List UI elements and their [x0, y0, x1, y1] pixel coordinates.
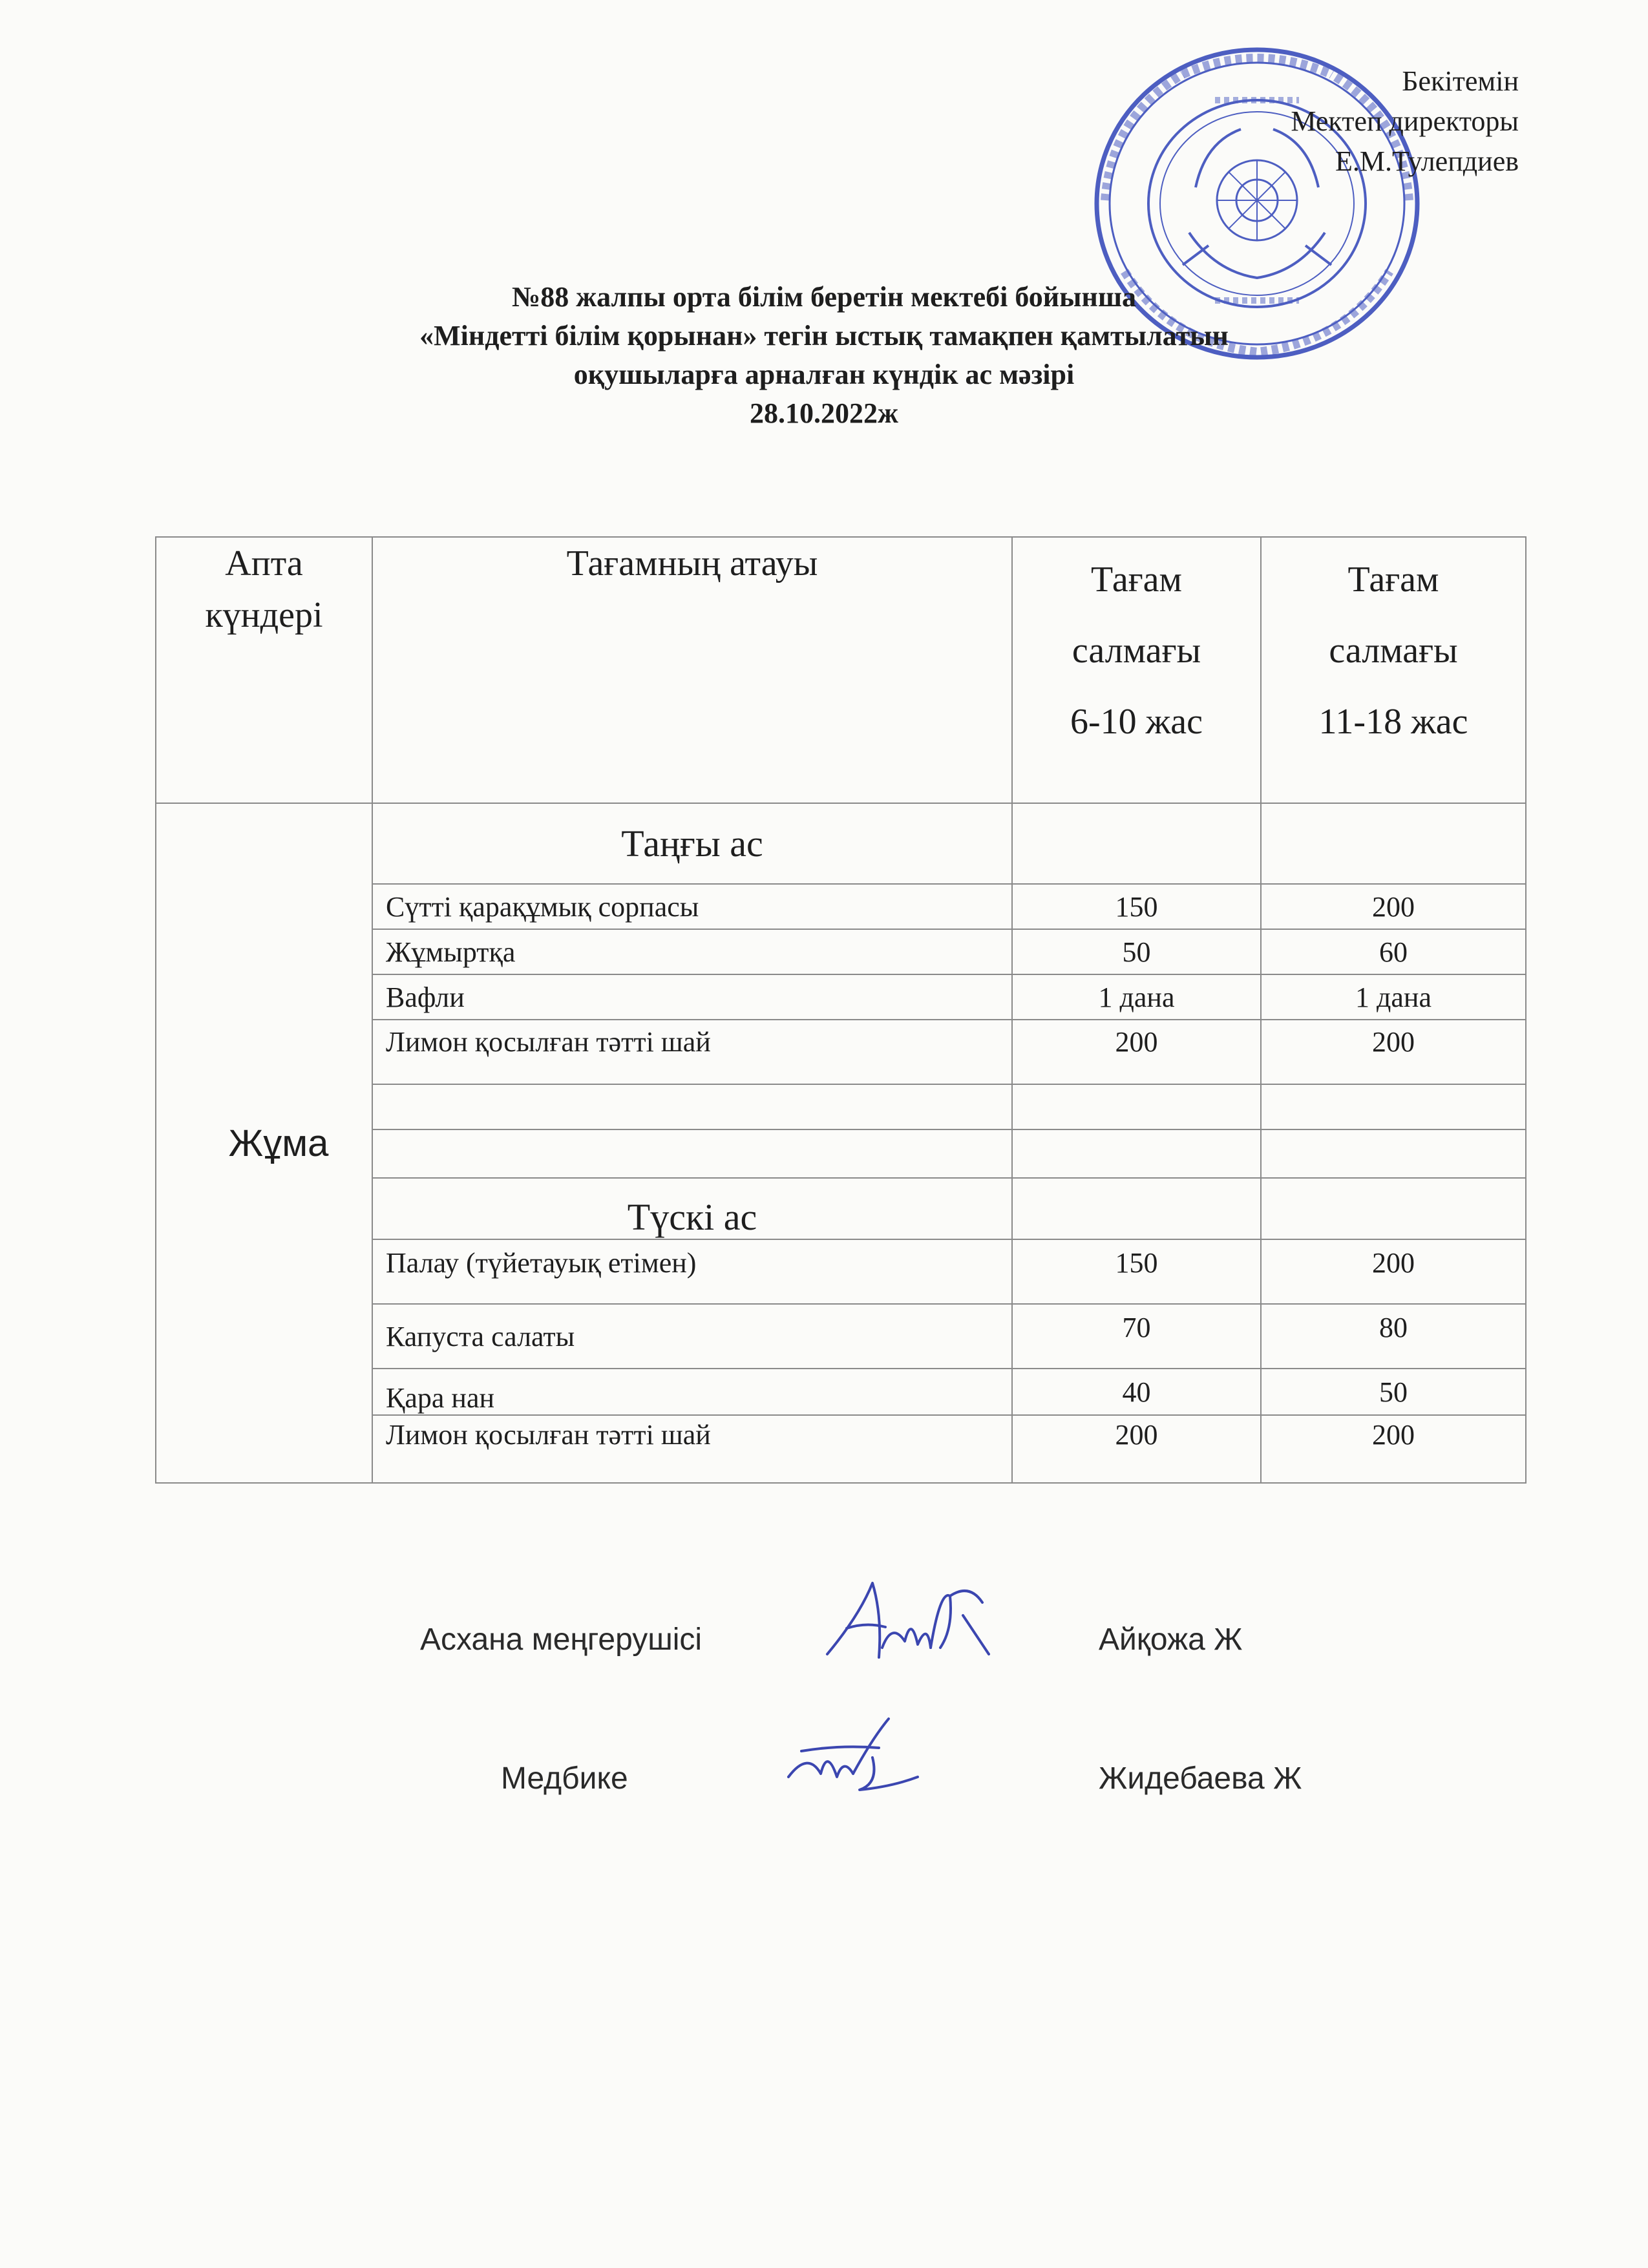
dish-weight-11-18: 60	[1261, 929, 1526, 974]
weekday-cell: Жұма	[156, 803, 372, 1483]
empty-cell	[1261, 1129, 1526, 1178]
dish-weight-6-10: 70	[1012, 1304, 1261, 1369]
header-weight-6-10-line-1: Тағам	[1091, 560, 1182, 600]
approval-title: Бекітемін	[1402, 65, 1519, 97]
dish-name: Сүтті қарақұмық сорпасы	[372, 884, 1012, 929]
header-weekday-line-1: Апта	[225, 543, 303, 583]
title-line-3: оқушыларға арналған күндік ас мәзірі	[573, 359, 1075, 390]
header-weight-11-18-line-2: салмағы	[1329, 631, 1458, 671]
dish-name: Жұмыртқа	[372, 929, 1012, 974]
cook-name: Айқожа Ж	[1099, 1622, 1243, 1657]
approval-director-name: Е.М.Тулепдиев	[1335, 145, 1519, 177]
empty-cell	[1261, 1178, 1526, 1239]
approval-position: Мектеп директоры	[1291, 105, 1519, 137]
dish-name: Лимон қосылған тәтті шай	[372, 1020, 1012, 1084]
header-weight-6-10	[1012, 537, 1261, 803]
header-weight-6-10-line-3: 6-10 жас	[1070, 702, 1203, 742]
cook-role-label: Асхана меңгерушісі	[420, 1622, 703, 1657]
dish-weight-11-18: 1 дана	[1261, 974, 1526, 1020]
header-weight-11-18	[1261, 537, 1526, 803]
empty-cell	[1012, 803, 1261, 884]
title-line-1: №88 жалпы орта білім беретін мектебі бойынша	[511, 281, 1137, 313]
dish-weight-11-18: 80	[1261, 1304, 1526, 1369]
nurse-name: Жидебаева Ж	[1099, 1761, 1302, 1796]
dish-weight-6-10: 40	[1012, 1369, 1261, 1415]
header-dish-name-text: Тағамның атауы	[566, 543, 818, 583]
dish-name: Вафли	[372, 974, 1012, 1020]
menu-table	[155, 536, 1527, 1484]
dish-weight-6-10: 1 дана	[1012, 974, 1261, 1020]
dish-weight-6-10: 150	[1012, 1239, 1261, 1304]
header-weekday	[156, 537, 372, 803]
cook-handwritten-signature	[821, 1577, 995, 1674]
dish-name: Палау (түйетауық етімен)	[372, 1239, 1012, 1304]
dish-weight-6-10: 150	[1012, 884, 1261, 929]
dish-weight-11-18: 200	[1261, 1239, 1526, 1304]
empty-cell	[1261, 1084, 1526, 1129]
dish-weight-6-10: 200	[1012, 1020, 1261, 1084]
dish-weight-11-18: 200	[1261, 1415, 1526, 1483]
header-dish-name	[372, 537, 1012, 803]
empty-cell	[1012, 1178, 1261, 1239]
dish-name: Лимон қосылған тәтті шай	[372, 1415, 1012, 1483]
document-title	[194, 278, 1454, 433]
approval-block	[1183, 61, 1519, 182]
empty-cell	[372, 1084, 1012, 1129]
header-weight-11-18-line-3: 11-18 жас	[1318, 702, 1468, 742]
dish-weight-6-10: 50	[1012, 929, 1261, 974]
dish-weight-6-10: 200	[1012, 1415, 1261, 1483]
title-date: 28.10.2022ж	[750, 397, 898, 429]
dish-weight-11-18: 200	[1261, 1020, 1526, 1084]
breakfast-section-row	[156, 803, 1526, 884]
empty-cell	[1012, 1084, 1261, 1129]
breakfast-label: Таңғы ас	[372, 803, 1012, 884]
empty-cell	[372, 1129, 1012, 1178]
table-header-row	[156, 537, 1526, 803]
dish-weight-11-18: 50	[1261, 1369, 1526, 1415]
nurse-handwritten-signature	[782, 1712, 937, 1803]
header-weekday-line-2: күндері	[205, 595, 323, 635]
nurse-role-label: Медбике	[501, 1761, 628, 1796]
dish-weight-11-18: 200	[1261, 884, 1526, 929]
title-line-2: «Міндетті білім қорынан» тегін ыстық тамақпен қамтылатын	[419, 320, 1229, 352]
lunch-label: Түскі ас	[372, 1178, 1012, 1239]
header-weight-6-10-line-2: салмағы	[1072, 631, 1201, 671]
empty-cell	[1261, 803, 1526, 884]
header-weight-11-18-line-1: Тағам	[1347, 560, 1439, 600]
dish-name: Қара нан	[372, 1369, 1012, 1415]
dish-name: Капуста салаты	[372, 1304, 1012, 1369]
empty-cell	[1012, 1129, 1261, 1178]
